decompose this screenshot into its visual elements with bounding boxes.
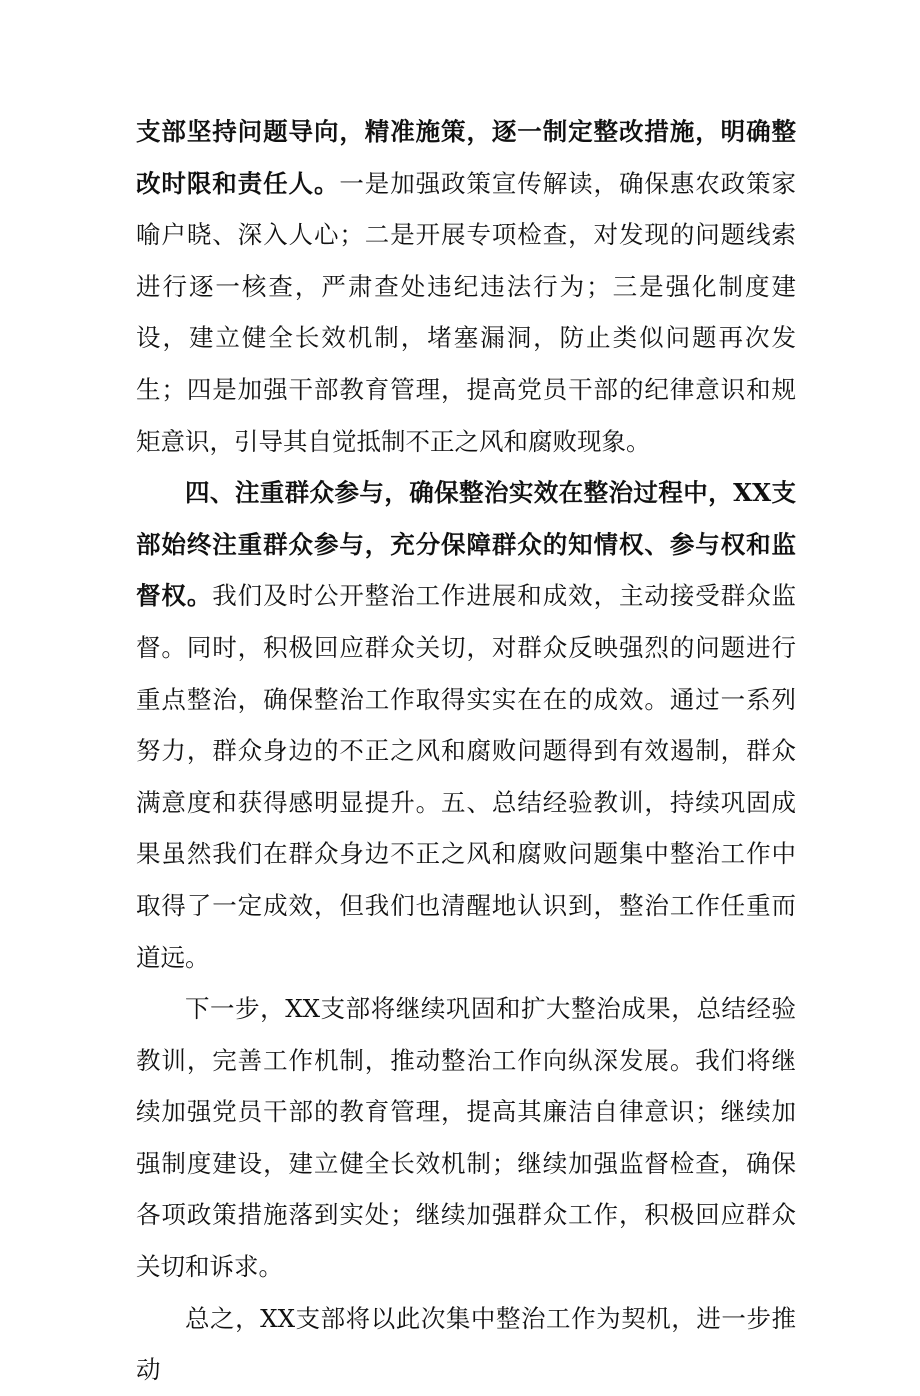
paragraph-1-body: 一是加强政策宣传解读，确保惠农政策家喻户晓、深入人心；二是开展专项检查，对发现的问题线索进行逐一核查，严肃查处违纪违法行为；三是强化制度建设，建立健全长效机制，堵塞漏洞，防止类似问题再次发生；四是加强干部教育管理，提高党员干部的纪律意识和规矩意识，引导其自觉抵制不正之风和腐败现象。 bbox=[136, 168, 796, 456]
paragraph-3: 下一步，XX支部将继续巩固和扩大整治成果，总结经验教训，完善工作机制，推动整治工作向纵深发展。我们将继续加强党员干部的教育管理，提高其廉洁自律意识；继续加强制度建设，建立健全长效机制；继续加强监督检查，确保各项政策措施落到实处；继续加强群众工作，积极回应群众关切和诉求。 bbox=[136, 994, 796, 1282]
paragraph-1 bbox=[136, 106, 796, 467]
paragraph-2-body: 我们及时公开整治工作进展和成效，主动接受群众监督。同时，积极回应群众关切，对群众反映强烈的问题进行重点整治，确保整治工作取得实实在在的成效。通过一系列努力，群众身边的不正之风和腐败问题得到有效遏制，群众满意度和获得感明显提升。五、总结经验教训，持续巩固成果虽然我们在群众身边不正之风和腐败问题集中整治工作中取得了一定成效，但我们也清醒地认识到，整治工作任重而道远。 bbox=[136, 581, 797, 972]
paragraph-2 bbox=[136, 467, 796, 983]
paragraph-4: 总之，XX支部将以此次集中整治工作为契机，进一步推动 bbox=[136, 1303, 796, 1385]
document-body bbox=[136, 106, 796, 1396]
paragraph-1-bold-lead: 支部坚持问题导向，精准施策，逐一制定整改措施，明确整改时限和责任人。 bbox=[136, 117, 796, 198]
paragraph-2-bold-heading: 四、注重群众参与，确保整治实效在整治过程中，XX支部始终注重群众参与，充分保障群众的知情权、参与权和监督权。 bbox=[136, 478, 796, 611]
